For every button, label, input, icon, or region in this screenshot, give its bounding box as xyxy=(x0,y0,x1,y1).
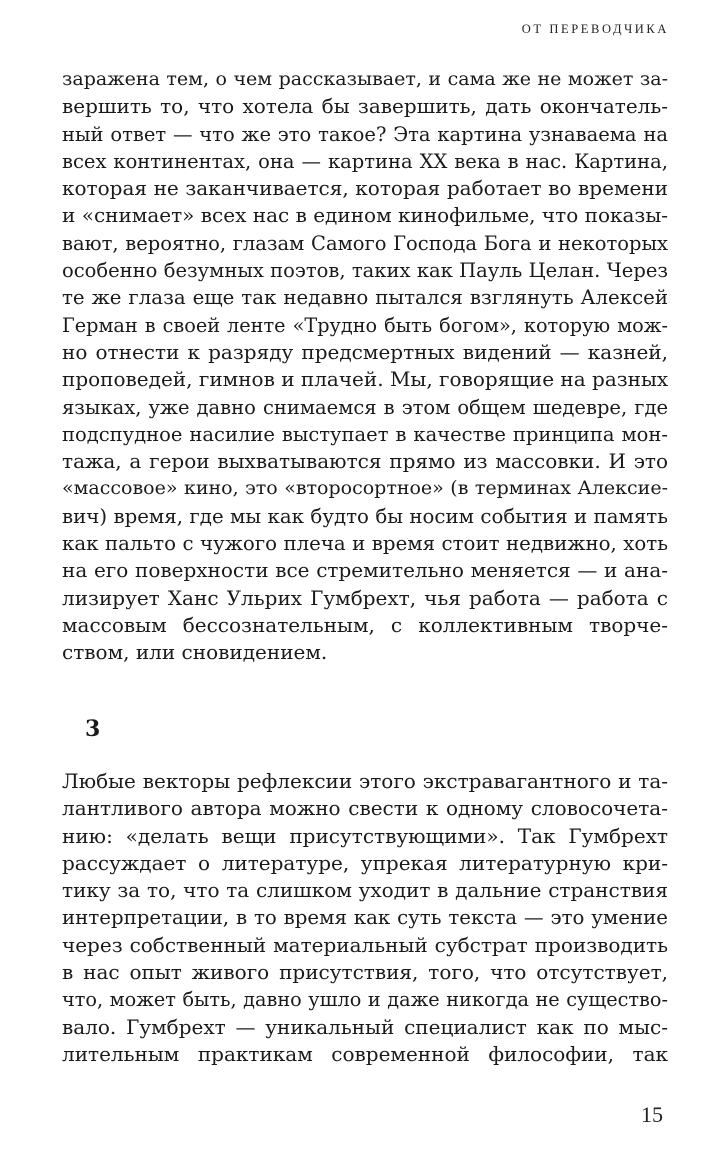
text-line: ством, или сновидением. xyxy=(62,640,328,665)
text-line: тажа, а герои выхватываются прямо из массовки. И это xyxy=(62,449,668,474)
section-heading: 3 xyxy=(85,716,101,742)
text-line: рассуждает о литературе, упрекая литературную кри- xyxy=(62,850,668,875)
text-line: в нас опыт живого присутствия, того, что отсутствует, xyxy=(62,960,668,985)
text-line: особенно безумных поэтов, таких как Пауль Целан. Через xyxy=(62,259,668,283)
text-line: языках, уже давно снимаемся в этом общем шедевре, где xyxy=(62,395,668,419)
text-line: заражена тем, о чем рассказывает, и сама же не может за- xyxy=(62,68,668,90)
text-line: вершить то, что хотела бы завершить, дать окончатель- xyxy=(62,94,668,119)
running-head: ОТ ПЕРЕВОДЧИКА xyxy=(521,22,669,36)
paragraph-continued xyxy=(62,66,668,667)
text-line: лизирует Ханс Ульрих Гумбрехт, чья работа — работа с xyxy=(62,585,668,610)
page-number: 15 xyxy=(641,1102,663,1127)
paragraph-section-3 xyxy=(62,768,668,1068)
text-line: вич) время, где мы как будто бы носим события и память xyxy=(62,504,668,528)
text-line: массовым бессознательным, с коллективным творче- xyxy=(62,612,668,637)
text-line: тику за то, что та слишком уходит в дальние странствия xyxy=(62,878,668,903)
text-line: интерпретации, в то время как суть текста — это умение xyxy=(62,906,668,930)
text-line: которая не заканчивается, которая работает во времени xyxy=(62,176,668,201)
text-line: через собственный материальный субстрат производить xyxy=(62,932,668,957)
text-line: проповедей, гимнов и плачей. Мы, говорящие на разных xyxy=(62,367,669,392)
text-line: Герман в своей ленте «Трудно быть богом», которую мож- xyxy=(62,313,668,337)
text-line: вают, вероятно, глазам Самого Господа Бога и некоторых xyxy=(62,231,668,255)
text-line: что, может быть, давно ушло и даже никогда не существо- xyxy=(62,988,668,1012)
text-line: ный ответ — что же это такое? Эта картина узнаваема на xyxy=(62,122,668,146)
text-line: подспудное насилие выступает в качестве принципа мон- xyxy=(62,422,668,446)
text-line: лантливого автора можно свести к одному словосочета- xyxy=(62,796,668,821)
text-line: нию: «делать вещи присутствующими». Так Гумбрехт xyxy=(62,823,668,848)
text-line: и «снимает» всех нас в едином кинофильме, что показы- xyxy=(62,203,668,228)
text-line: «массовое» кино, это «второсортное» (в терминах Алексие- xyxy=(62,477,668,500)
text-line: на его поверхности все стремительно меняется — и ана- xyxy=(62,558,668,583)
text-line: всех континентах, она — картина XX века в нас. Картина, xyxy=(62,149,668,173)
text-line: те же глаза еще так недавно пытался взглянуть Алексей xyxy=(62,286,668,310)
text-line: как пальто с чужого плеча и время стоит недвижно, хоть xyxy=(62,532,668,556)
text-line: но отнести к разряду предсмертных видений — казней, xyxy=(62,339,668,364)
text-line: Любые векторы рефлексии этого экстравагантного и та- xyxy=(62,769,668,793)
text-line: вало. Гумбрехт — уникальный специалист как по мыс- xyxy=(62,1014,668,1039)
text-line: лительным практикам современной философии, так xyxy=(62,1041,668,1066)
